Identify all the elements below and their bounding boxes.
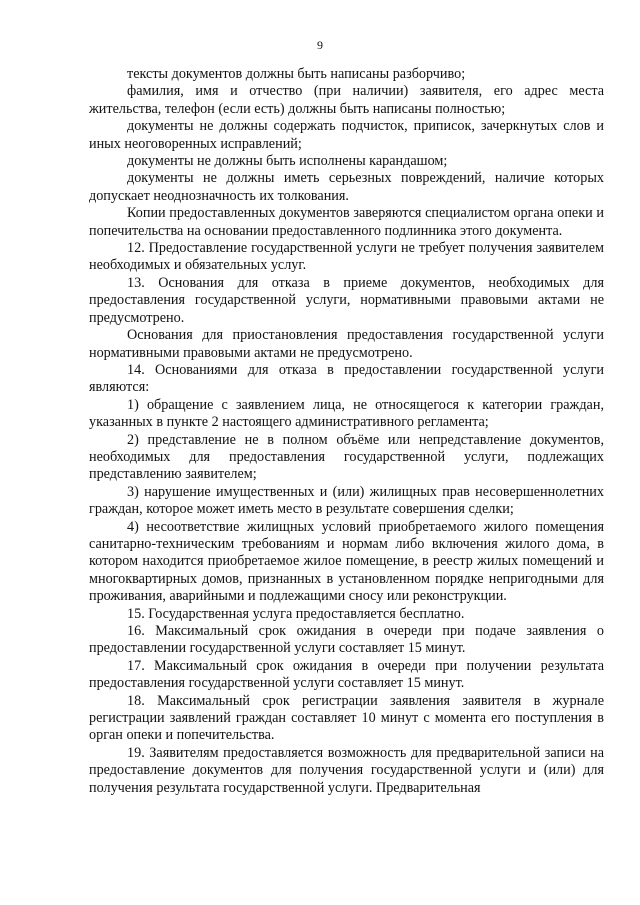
- paragraph-12: 2) представление не в полном объёме или непредставление документов, необходимых для предоставления государственной услуги, подлежащих представлению заявителем;: [89, 431, 604, 483]
- paragraph-5: документы не должны иметь серьезных повреждений, наличие которых допускает неоднозначность их толкования.: [89, 170, 604, 204]
- paragraph-10: 14. Основаниями для отказа в предоставлении государственной услуги являются:: [89, 361, 604, 396]
- paragraph-6: Копии предоставленных документов заверяются специалистом органа опеки и попечительства на основании предоставленного подлинника этого документа.: [89, 205, 604, 239]
- paragraph-18: 18. Максимальный срок регистрации заявления заявителя в журнале регистрации заявлений граждан составляет 10 минут с момента его поступления в орган опеки и попечительства.: [89, 692, 604, 744]
- paragraph-8: 13. Основания для отказа в приеме документов, необходимых для предоставления государственной услуги, нормативными правовыми актами не предусмотрено.: [89, 274, 604, 326]
- paragraph-1: тексты документов должны быть написаны разборчиво;: [127, 66, 466, 82]
- paragraph-19: 19. Заявителям предоставляется возможность для предварительной записи на предоставление документов для получения государственной услуги и (или) для получения результата государственной услуги. Предварительная: [89, 744, 604, 796]
- paragraph-16: 16. Максимальный срок ожидания в очереди при подаче заявления о предоставлении государственной услуги составляет 15 минут.: [89, 623, 604, 657]
- paragraph-14: 4) несоответствие жилищных условий приобретаемого жилого помещения санитарно-техническим требованиям и нормам либо включения жилого дома, в котором находится приобретаемое жилое помещение, в реестр жилых помещений и многоквартирных домов, признанных в установленном порядке непригодными для проживания, аварийными и подлежащими сносу или реконструкции.: [89, 518, 604, 605]
- page-number: 9: [317, 38, 323, 52]
- document-body: [89, 66, 604, 797]
- paragraph-17: 17. Максимальный срок ожидания в очереди при получении результата предоставления государственной услуги составляет 15 минут.: [89, 657, 604, 692]
- paragraph-15: 15. Государственная услуга предоставляется бесплатно.: [127, 605, 465, 622]
- paragraph-11: 1) обращение с заявлением лица, не относящегося к категории граждан, указанных в пункте 2 настоящего административного регламента;: [89, 396, 604, 431]
- paragraph-4: документы не должны быть исполнены карандашом;: [127, 153, 448, 170]
- paragraph-3: документы не должны содержать подчисток, приписок, зачеркнутых слов и иных неоговоренных исправлений;: [89, 118, 604, 152]
- paragraph-13: 3) нарушение имущественных и (или) жилищных прав несовершеннолетних граждан, которое может иметь место в результате совершения сделки;: [89, 483, 604, 518]
- paragraph-2: фамилия, имя и отчество (при наличии) заявителя, его адрес места жительства, телефон (если есть) должны быть написаны полностью;: [89, 83, 604, 117]
- paragraph-9: Основания для приостановления предоставления государственной услуги нормативными правовыми актами не предусмотрено.: [89, 327, 604, 361]
- paragraph-7: 12. Предоставление государственной услуги не требует получения заявителем необходимых и обязательных услуг.: [89, 240, 604, 274]
